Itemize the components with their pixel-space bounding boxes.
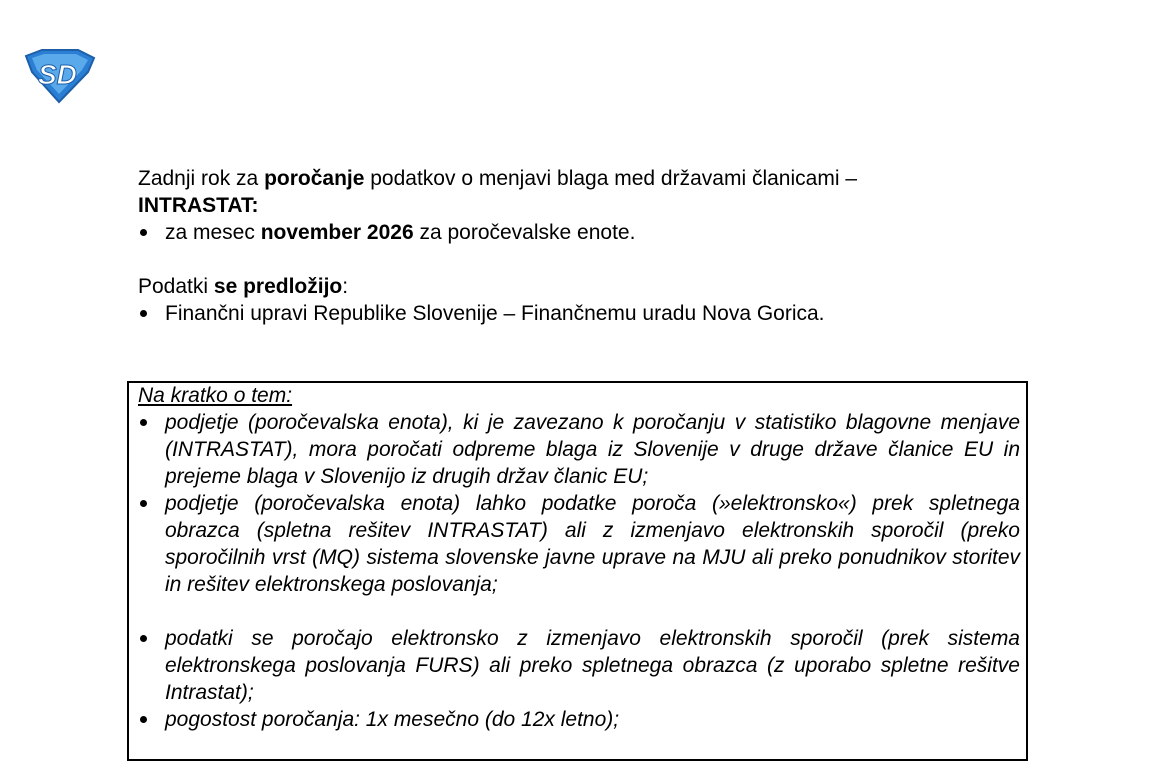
deadline-paragraph [138,165,1020,219]
submit-list [138,300,1020,327]
intro-section [138,165,1020,327]
summary-title: Na kratko o tem: [138,384,293,407]
deadline-list [138,219,1020,246]
list-item: podjetje (poročevalska enota), ki je zavezano k poročanju v statistiko blagovne menjave (INTRASTAT), mora poročati odpreme blaga iz Slovenije v druge države članice EU in prejeme blaga v Slovenijo iz drugih držav članic EU; [138,409,1020,490]
text-bold: poročanje [264,167,365,190]
summary-list [138,409,1020,733]
sd-shield-logo-icon [22,48,96,104]
submit-paragraph [138,273,1020,300]
text: : [342,275,349,298]
list-item [138,219,1020,246]
sd-logo [22,48,96,104]
text-bold: november 2026 [260,221,414,244]
text: Zadnji rok za [138,167,265,190]
text: za poročevalske enote. [413,221,636,244]
text: za mesec [165,221,261,244]
list-item: pogostost poročanja: 1x mesečno (do 12x letno); [138,706,1020,733]
list-item: podatki se poročajo elektronsko z izmenjavo elektronskih sporočil (prek sistema elektronskega poslovanja FURS) ali preko spletnega obrazca (z uporabo spletne rešitve Intrastat); [138,625,1020,706]
text-bold: se predložijo [213,275,343,298]
svg-text:SD: SD [38,59,77,90]
list-item: Finančni upravi Republike Slovenije – Finančnemu uradu Nova Gorica. [138,300,1020,327]
summary-box [138,382,1020,733]
list-item: podjetje (poročevalska enota) lahko podatke poroča (»elektronsko«) prek spletnega obrazca (spletna rešitev INTRASTAT) ali z izmenjavo elektronskih sporočil (preko sporočilnih vrst (MQ) sistema slovenske javne uprave na MJU ali preko ponudnikov storitev in rešitev elektronskega poslovanja; [138,490,1020,598]
text: Podatki [138,275,214,298]
text: podatkov o menjavi blaga med državami članicami – [364,167,857,190]
text-bold: INTRASTAT: [138,194,259,217]
